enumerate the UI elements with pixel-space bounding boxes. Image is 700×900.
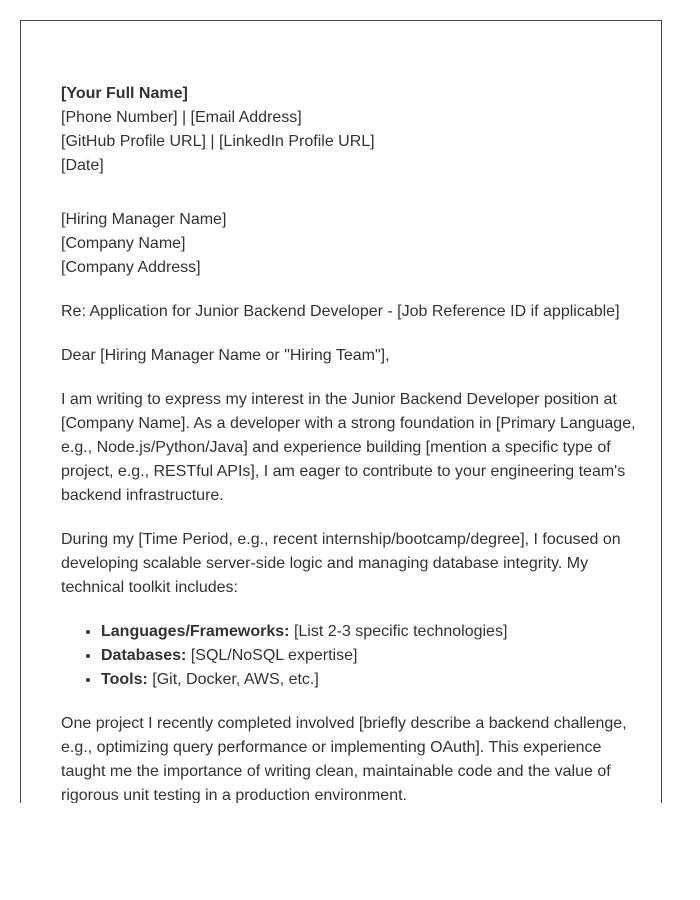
toolkit-value: [SQL/NoSQL expertise] bbox=[186, 647, 358, 664]
sender-name: [Your Full Name] bbox=[61, 85, 188, 102]
salutation: Dear [Hiring Manager Name or "Hiring Team"], bbox=[61, 347, 390, 364]
toolkit-value: [Git, Docker, AWS, etc.] bbox=[147, 671, 319, 688]
subject-line: Re: Application for Junior Backend Developer - [Job Reference ID if applicable] bbox=[61, 303, 620, 320]
toolkit-label: Databases: bbox=[101, 647, 187, 664]
toolkit-list bbox=[61, 620, 636, 692]
recipient-company: [Company Name] bbox=[61, 235, 186, 252]
project-paragraph: One project I recently completed involved [briefly describe a backend challenge, e.g., optimizing query performance or implementing OAuth]. This experience taught me the importance of writing clean, maintainable code and the value of rigorous unit testing in a production environment. bbox=[61, 715, 627, 803]
letter-content bbox=[61, 82, 636, 803]
recipient-address: [Company Address] bbox=[61, 259, 201, 276]
letter-date: [Date] bbox=[61, 157, 104, 174]
toolkit-label: Languages/Frameworks: bbox=[101, 623, 290, 640]
list-item bbox=[101, 668, 636, 692]
list-item bbox=[101, 644, 636, 668]
toolkit-label: Tools: bbox=[101, 671, 148, 688]
sender-block bbox=[61, 82, 636, 178]
list-item bbox=[101, 620, 636, 644]
toolkit-value: [List 2-3 specific technologies] bbox=[289, 623, 508, 640]
experience-paragraph: During my [Time Period, e.g., recent internship/bootcamp/degree], I focused on developing scalable server-side logic and managing database integrity. My technical toolkit includes: bbox=[61, 531, 621, 596]
recipient-manager: [Hiring Manager Name] bbox=[61, 211, 227, 228]
sender-profiles: [GitHub Profile URL] | [LinkedIn Profile URL] bbox=[61, 133, 375, 150]
intro-paragraph: I am writing to express my interest in the Junior Backend Developer position at [Company Name]. As a developer with a strong foundation in [Primary Language, e.g., Node.js/Python/Java] and experience building [mention a specific type of project, e.g., RESTful APIs], I am eager to contribute to your engineering team's backend infrastructure. bbox=[61, 391, 636, 504]
sender-contact: [Phone Number] | [Email Address] bbox=[61, 109, 302, 126]
recipient-block bbox=[61, 208, 636, 280]
letter-page bbox=[20, 20, 662, 803]
